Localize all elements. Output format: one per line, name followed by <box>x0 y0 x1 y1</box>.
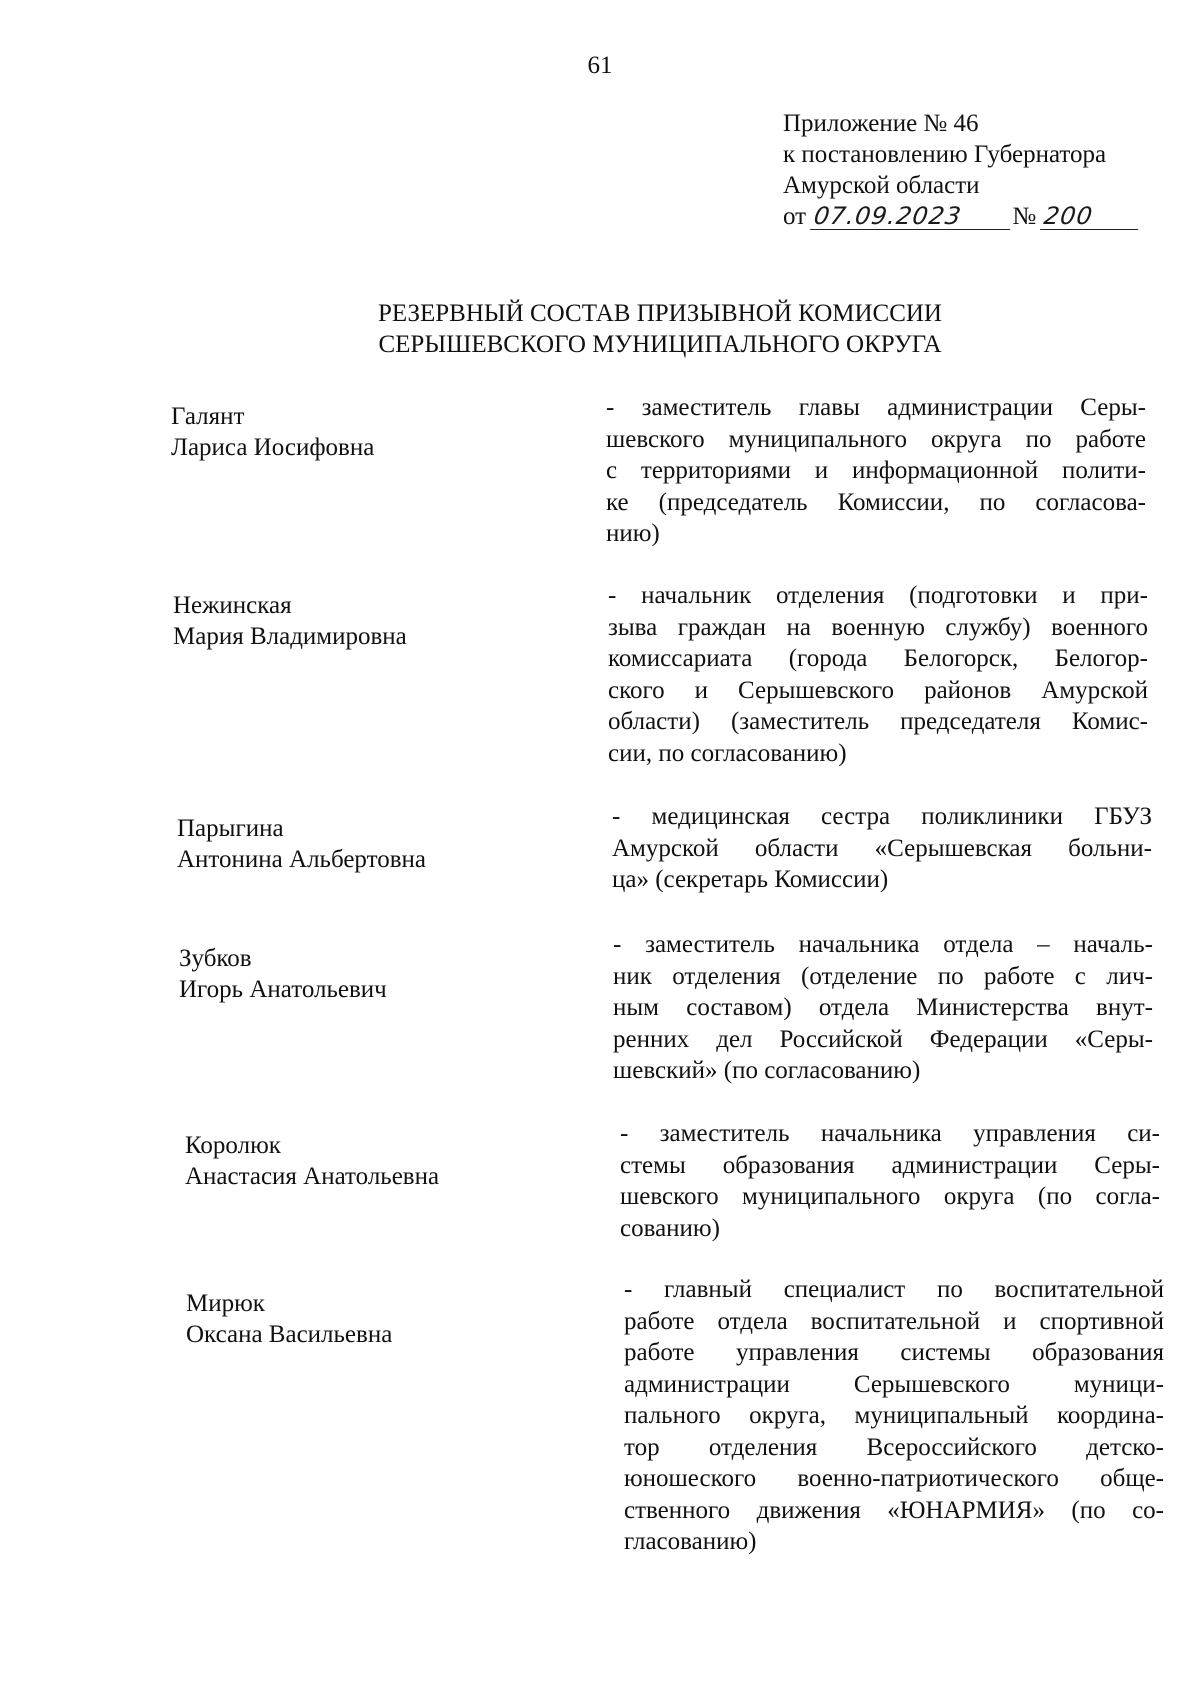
description-line: шевский» (по согласованию) <box>613 1057 921 1084</box>
description-line: сии, по согласованию) <box>608 739 847 767</box>
member-given-name: Анастасия Анатольевна <box>185 1163 440 1190</box>
member-given-name: Игорь Анатольевич <box>179 976 387 1003</box>
member-surname: Королюк <box>185 1132 281 1159</box>
description-line: работе отдела воспитательной и спортивной <box>624 1307 1164 1335</box>
description-line: ственного движения «ЮНАРМИЯ» (по со- <box>624 1496 1164 1524</box>
member-description <box>620 1118 1160 1244</box>
member-name <box>186 1288 566 1350</box>
title-line-2: СЕРЫШЕВСКОГО МУНИЦИПАЛЬНОГО ОКРУГА <box>378 331 942 358</box>
member-name <box>173 590 553 652</box>
description-line: юношеского военно-патриотического обще- <box>624 1465 1164 1492</box>
title-line-1: РЕЗЕРВНЫЙ СОСТАВ ПРИЗЫВНОЙ КОМИССИИ <box>377 300 942 327</box>
description-line: пального округа, муниципальный координа- <box>624 1402 1164 1429</box>
description-line: сованию) <box>620 1214 720 1242</box>
appendix-date-line <box>783 201 1163 232</box>
member-surname: Галянт <box>171 403 245 430</box>
description-line: области) (заместитель председателя Комис- <box>608 708 1148 735</box>
description-line: с территориями и информационной полити- <box>606 457 1146 484</box>
description-line: работе управления системы образования <box>624 1339 1164 1366</box>
handwritten-date: 07.09.2023 <box>810 203 1014 230</box>
description-line: - заместитель начальника отдела – началь- <box>613 931 1153 958</box>
description-line: ренних дел Российской Федерации «Серы- <box>613 1025 1153 1053</box>
description-line: ник отделения (отделение по работе с лич- <box>613 962 1153 990</box>
page-number: 61 <box>587 52 613 79</box>
member-description <box>613 929 1153 1087</box>
member-name <box>171 401 551 463</box>
description-line: - медицинская сестра поликлиники ГБУЗ <box>612 803 1152 830</box>
description-line: нию) <box>606 520 660 547</box>
member-given-name: Мария Владимировна <box>173 623 407 650</box>
description-line: ке (председатель Комиссии, по согласова- <box>606 488 1146 516</box>
description-line: шевского муниципального округа (по согла- <box>620 1183 1160 1210</box>
description-line: комиссариата (города Белогорск, Белогор- <box>608 645 1148 672</box>
member-description <box>608 580 1148 769</box>
description-line: тор отделения Всероссийского детско- <box>624 1433 1164 1461</box>
member-given-name: Антонина Альбертовна <box>177 846 426 873</box>
description-line: Амурской области «Серышевская больни- <box>612 834 1152 862</box>
member-name <box>185 1130 565 1192</box>
member-description <box>624 1274 1164 1558</box>
member-description <box>606 392 1146 550</box>
description-line: стемы образования администрации Серы- <box>620 1151 1160 1179</box>
description-line: администрации Серышевского муници- <box>624 1370 1164 1398</box>
description-line: ным составом) отдела Министерства внут- <box>613 994 1153 1021</box>
description-line: - заместитель начальника управления си- <box>620 1120 1160 1147</box>
member-description <box>612 801 1152 896</box>
member-surname: Нежинская <box>173 592 292 619</box>
member-name <box>177 813 557 875</box>
appendix-line-2: к постановлению Губернатора <box>783 141 1107 168</box>
member-name <box>179 943 559 1005</box>
handwritten-number: 200 <box>1041 203 1143 230</box>
description-line: гласованию) <box>624 1528 757 1555</box>
description-line: - начальник отделения (подготовки и при- <box>608 582 1148 609</box>
description-line: зыва граждан на военную службу) военного <box>608 613 1148 641</box>
member-given-name: Лариса Иосифовна <box>171 434 375 461</box>
description-line: - заместитель главы администрации Серы- <box>606 394 1146 421</box>
number-sign: № <box>1012 203 1037 230</box>
document-title <box>0 298 1200 360</box>
description-line: шевского муниципального округа по работе <box>606 425 1146 453</box>
description-line: ского и Серышевского районов Амурской <box>608 676 1148 704</box>
description-line: ца» (секретарь Комиссии) <box>612 866 889 893</box>
appendix-block <box>783 108 1163 232</box>
member-surname: Парыгина <box>177 815 284 842</box>
member-surname: Мирюк <box>186 1290 265 1317</box>
appendix-line-1: Приложение № 46 <box>783 110 979 137</box>
member-given-name: Оксана Васильевна <box>186 1321 393 1348</box>
description-line: - главный специалист по воспитательной <box>624 1276 1164 1303</box>
appendix-line-3: Амурской области <box>783 172 980 199</box>
member-surname: Зубков <box>179 945 252 972</box>
from-prefix: от <box>783 203 807 230</box>
